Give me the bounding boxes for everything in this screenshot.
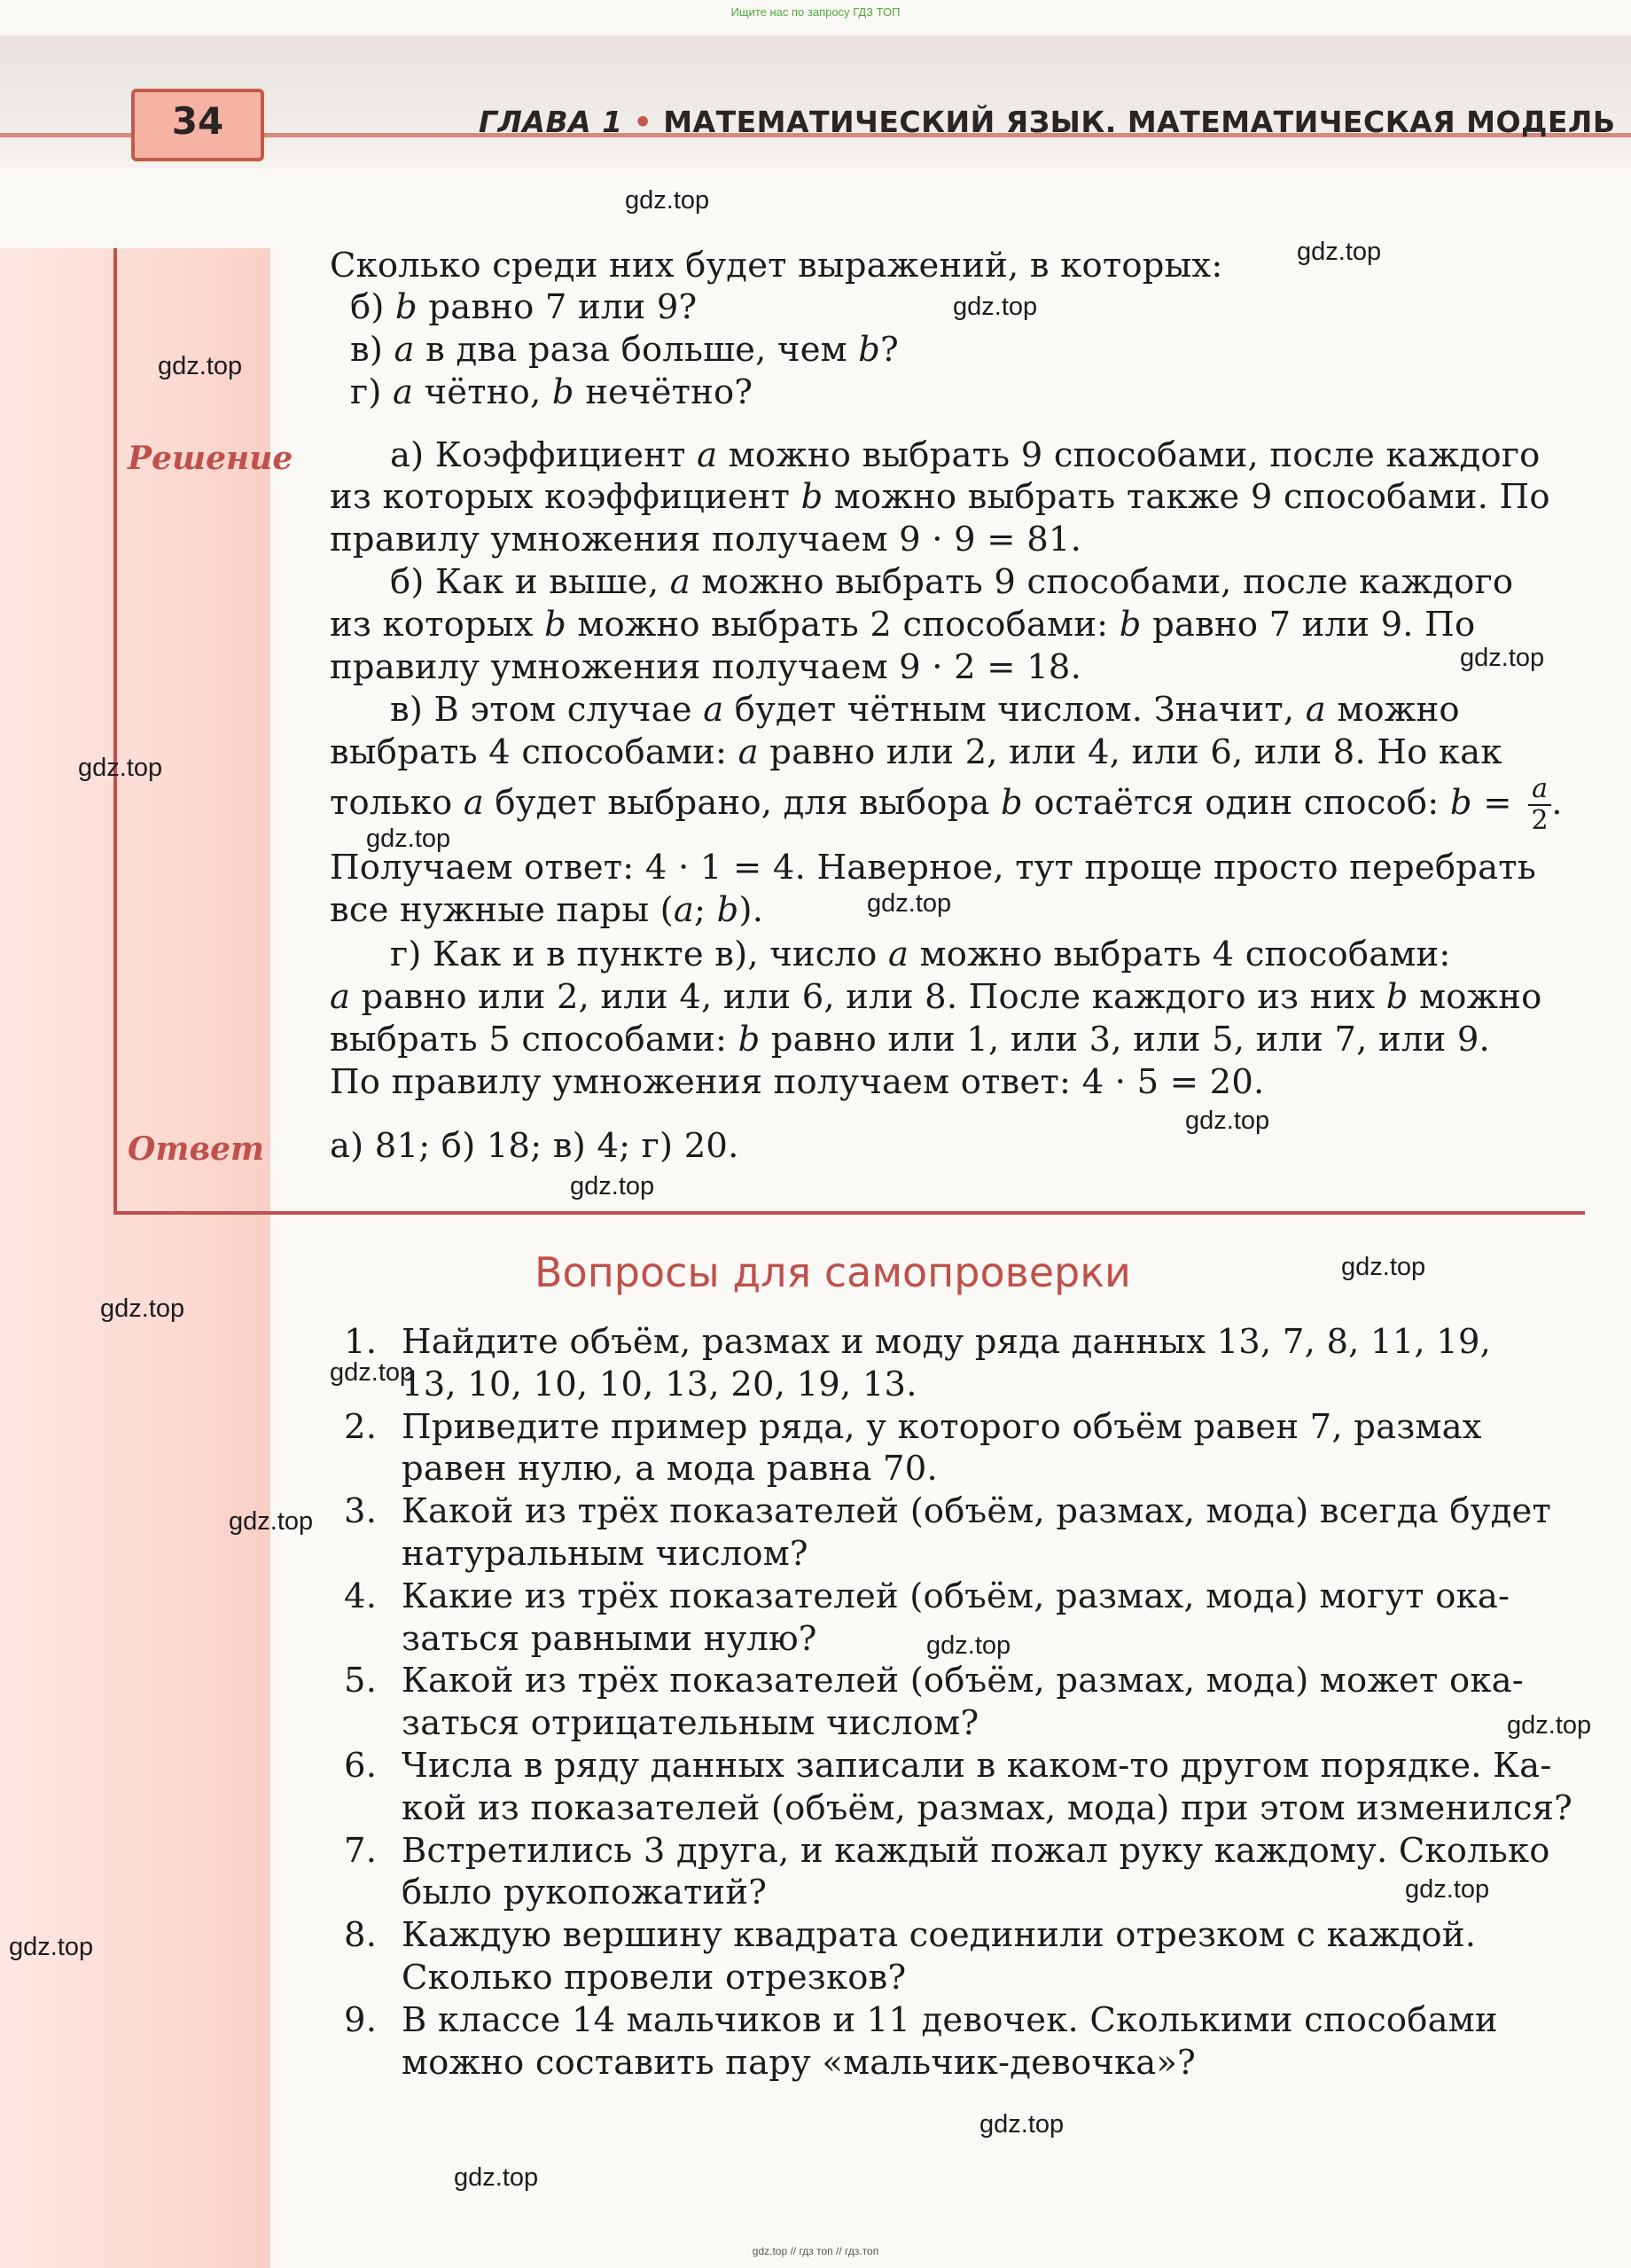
solution-v-line4: Получаем ответ: 4 · 1 = 4. Наверное, тут проще просто перебрать: [330, 848, 1536, 888]
question-text-line: было рукопожатий?: [402, 1873, 768, 1913]
fraction-a-over-2: $\frac{a}{2}$: [1528, 774, 1551, 836]
question-text-line: натуральным числом?: [402, 1534, 808, 1574]
watermark-text: gdz.top: [953, 293, 1038, 321]
solution-b-line3: правилу умножения получаем 9 · 2 = 18.: [330, 647, 1082, 687]
watermark-text: gdz.top: [979, 2110, 1065, 2139]
solution-b-line1: б) Как и выше, a можно выбрать 9 способами, после каждого: [390, 562, 1514, 602]
question-text-line: Какой из трёх показателей (объём, размах, мода) может ока-: [402, 1661, 1524, 1701]
watermark-text: gdz.top: [330, 1358, 415, 1387]
watermark-text: gdz.top: [1341, 1253, 1426, 1281]
questions-title: Вопросы для самопроверки: [535, 1248, 1131, 1296]
question-number: 5.: [344, 1661, 378, 1701]
question-text-line: Сколько провели отрезков?: [402, 1958, 907, 1998]
solution-v-line5: все нужные пары (a; b).: [330, 890, 764, 930]
watermark-text: gdz.top: [158, 352, 243, 380]
question-text-line: Числа в ряду данных записали в каком-то другом порядке. Ка-: [402, 1746, 1552, 1786]
watermark-text: gdz.top: [1507, 1711, 1592, 1740]
solution-frame-left: [113, 248, 117, 1213]
question-text-line: заться равными нулю?: [402, 1618, 817, 1659]
problem-intro: Сколько среди них будет выражений, в которых:: [330, 246, 1223, 285]
watermark-text: gdz.top: [229, 1507, 314, 1536]
solution-g-line4: По правилу умножения получаем ответ: 4 · 5 = 20.: [330, 1062, 1265, 1102]
problem-item-v: в) a в два раза больше, чем b?: [350, 330, 899, 370]
watermark-text: gdz.top: [366, 825, 451, 853]
watermark-text: gdz.top: [867, 889, 952, 918]
problem-item-g: г) a чётно, b нечётно?: [350, 372, 753, 412]
answer-text: а) 81; б) 18; в) 4; г) 20.: [330, 1126, 739, 1166]
question-number: 7.: [344, 1830, 378, 1871]
watermark-text: gdz.top: [454, 2163, 539, 2192]
watermark-text: gdz.top: [625, 186, 710, 215]
solution-a-line2: из которых коэффициент b можно выбрать также 9 способами. По: [330, 477, 1550, 517]
chapter-label: ГЛАВА 1: [479, 105, 623, 139]
solution-v-line1: в) В этом случае a будет чётным числом. Значит, a можно: [390, 690, 1460, 730]
question-text-line: заться отрицательным числом?: [402, 1703, 979, 1744]
watermark-text: gdz.top: [1460, 644, 1545, 672]
solution-b-line2: из которых b можно выбрать 2 способами: b равно 7 или 9. По: [330, 605, 1476, 645]
question-text-line: 13, 10, 10, 10, 13, 20, 19, 13.: [402, 1364, 917, 1404]
watermark-text: gdz.top: [1405, 1875, 1490, 1904]
solution-a-line3: правилу умножения получаем 9 · 9 = 81.: [330, 520, 1082, 559]
top-banner: Ищите нас по запросу ГДЗ ТОП: [730, 5, 901, 19]
question-text-line: Каждую вершину квадрата соединили отрезком с каждой.: [402, 1915, 1477, 1956]
solution-v-line3: только a будет выбрано, для выбора b остаётся один способ: b = $\frac{a}{2}$ .: [330, 773, 1563, 836]
margin-band: [0, 248, 270, 2268]
question-number: 9.: [344, 1999, 378, 2040]
question-number: 3.: [344, 1491, 378, 1532]
question-text-line: кой из показателей (объём, размах, мода) при этом изменился?: [402, 1787, 1572, 1828]
question-text-line: Приведите пример ряда, у которого объём равен 7, размах: [402, 1406, 1482, 1447]
page-number: 34: [171, 99, 224, 143]
solution-label: Решение: [128, 440, 293, 477]
watermark-text: gdz.top: [1185, 1107, 1270, 1135]
answer-label: Ответ: [128, 1130, 265, 1168]
watermark-text: gdz.top: [926, 1631, 1011, 1660]
solution-g-line2: a равно или 2, или 4, или 6, или 8. После каждого из них b можно: [330, 977, 1542, 1017]
question-number: 1.: [344, 1322, 378, 1362]
question-number: 4.: [344, 1576, 378, 1616]
solution-g-line3: выбрать 5 способами: b равно или 1, или 3, или 5, или 7, или 9.: [330, 1020, 1490, 1060]
watermark-text: gdz.top: [9, 1933, 94, 1961]
solution-frame-bottom: [113, 1211, 1585, 1215]
question-text-line: В классе 14 мальчиков и 11 девочек. Сколькими способами: [402, 1999, 1498, 2040]
watermark-text: gdz.top: [1297, 238, 1382, 266]
chapter-separator: •: [633, 105, 653, 139]
question-number: 2.: [344, 1406, 378, 1447]
question-text-line: Какие из трёх показателей (объём, размах, мода) могут ока-: [402, 1576, 1510, 1616]
solution-a-line1: а) Коэффициент a можно выбрать 9 способами, после каждого: [390, 435, 1541, 475]
question-text-line: можно составить пару «мальчик-девочка»?: [402, 2042, 1197, 2083]
watermark-text: gdz.top: [570, 1172, 655, 1200]
question-text-line: равен нулю, а мода равна 70.: [402, 1449, 938, 1490]
question-text-line: Какой из трёх показателей (объём, размах, мода) всегда будет: [402, 1491, 1552, 1532]
question-text-line: Найдите объём, размах и моду ряда данных 13, 7, 8, 11, 19,: [402, 1322, 1492, 1362]
question-number: 6.: [344, 1746, 378, 1786]
question-text-line: Встретились 3 друга, и каждый пожал руку каждому. Сколько: [402, 1830, 1550, 1871]
solution-v-line2: выбрать 4 способами: a равно или 2, или 4, или 6, или 8. Но как: [330, 732, 1502, 772]
chapter-title: [479, 105, 1616, 139]
question-number: 8.: [344, 1915, 378, 1956]
bottom-banner: gdz.top // гдз топ // гдз.топ: [752, 2245, 879, 2257]
watermark-text: gdz.top: [78, 754, 163, 782]
chapter-name: МАТЕМАТИЧЕСКИЙ ЯЗЫК. МАТЕМАТИЧЕСКАЯ МОДЕЛЬ: [663, 105, 1616, 139]
problem-item-b: б) b равно 7 или 9?: [350, 287, 698, 327]
watermark-text: gdz.top: [100, 1294, 185, 1323]
solution-g-line1: г) Как и в пункте в), число a можно выбрать 4 способами:: [390, 935, 1451, 974]
